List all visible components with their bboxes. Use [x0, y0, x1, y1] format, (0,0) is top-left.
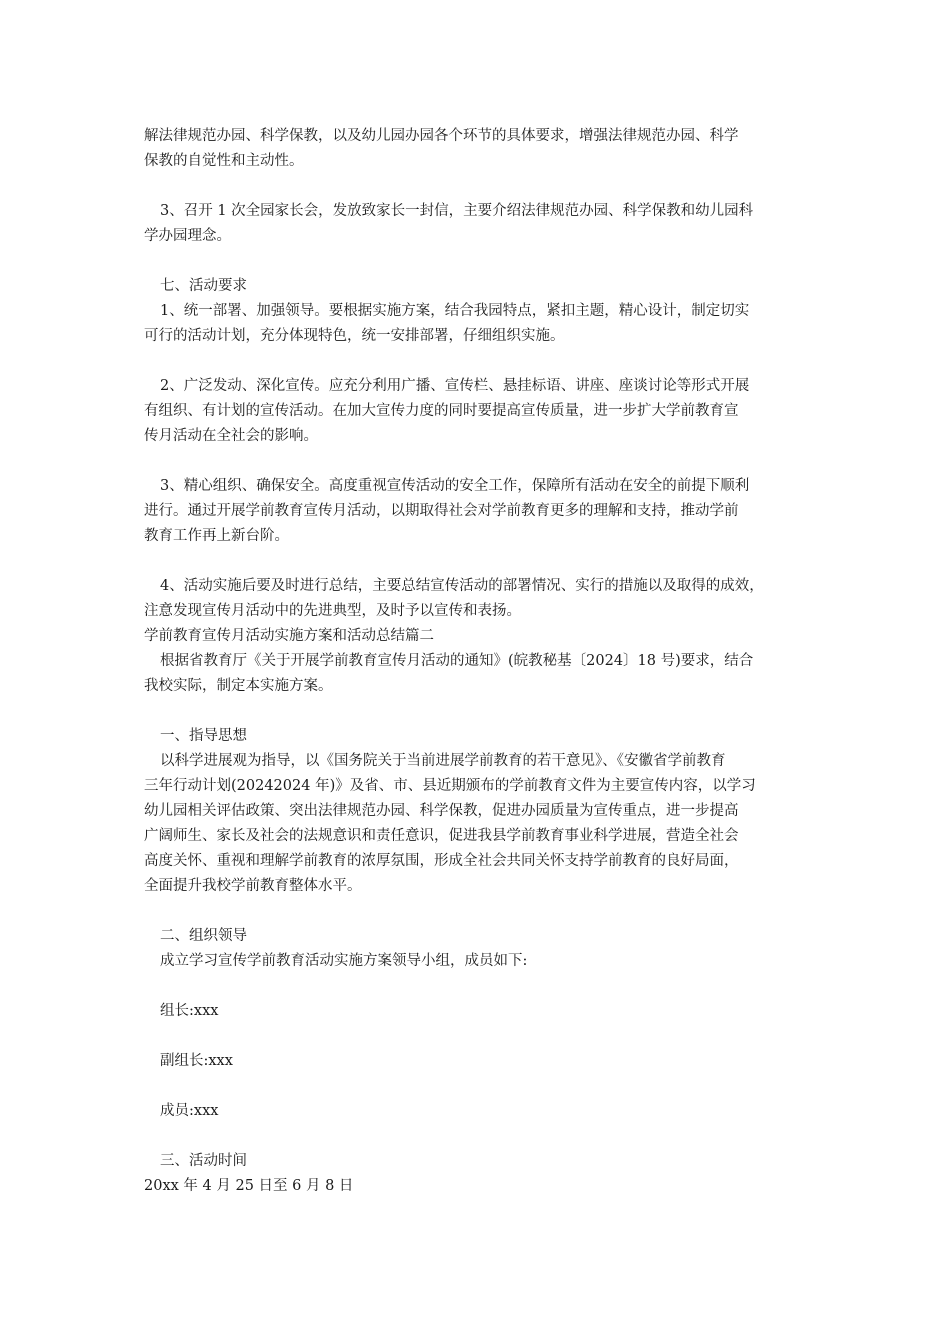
- text-line: 学前教育宣传月活动实施方案和活动总结篇二: [144, 628, 434, 644]
- text-line: 2、广泛发动、深化宣传。应充分利用广播、宣传栏、悬挂标语、讲座、座谈讨论等形式开展: [160, 378, 750, 394]
- text-line: 三、活动时间: [160, 1153, 247, 1169]
- paragraph-gap: [144, 1024, 824, 1049]
- text-line: 副组长:xxx: [160, 1053, 233, 1069]
- text-line: 进行。通过开展学前教育宣传月活动，以期取得社会对学前教育更多的理解和支持，推动学前: [144, 503, 739, 519]
- text-line: 注意发现宣传月活动中的先进典型，及时予以宣传和表扬。: [144, 603, 521, 619]
- text-line: 一、指导思想: [160, 728, 247, 744]
- paragraph-gap: [144, 1074, 824, 1099]
- paragraph-gap: [144, 349, 824, 374]
- paragraph-gap: [144, 174, 824, 199]
- text-line: 传月活动在全社会的影响。: [144, 428, 318, 444]
- text-line: 幼儿园相关评估政策、突出法律规范办园、科学保教，促进办园质量为宣传重点，进一步提高: [144, 803, 739, 819]
- text-line: 高度关怀、重视和理解学前教育的浓厚氛围，形成全社会共同关怀支持学前教育的良好局面，: [144, 853, 739, 869]
- text-line: 广阔师生、家长及社会的法规意识和责任意识，促进我县学前教育事业科学进展，营造全社会: [144, 828, 739, 844]
- text-line: 三年行动计划(20242024 年)》及省、市、县近期颁布的学前教育文件为主要宣传内容，以学习: [144, 778, 756, 794]
- text-line: 1、统一部署、加强领导。要根据实施方案，结合我园特点，紧扣主题，精心设计，制定切实: [160, 303, 750, 319]
- paragraph-gap: [144, 974, 824, 999]
- text-line: 解法律规范办园、科学保教，以及幼儿园办园各个环节的具体要求，增强法律规范办园、科学: [144, 128, 739, 144]
- text-line: 有组织、有计划的宣传活动。在加大宣传力度的同时要提高宣传质量，进一步扩大学前教育宣: [144, 403, 739, 419]
- paragraph-gap: [144, 1124, 824, 1149]
- text-line: 成立学习宣传学前教育活动实施方案领导小组，成员如下:: [160, 953, 528, 969]
- text-line: 3、精心组织、确保安全。高度重视宣传活动的安全工作，保障所有活动在安全的前提下顺利: [160, 478, 750, 494]
- text-line: 3、召开 1 次全园家长会，发放致家长一封信，主要介绍法律规范办园、科学保教和幼儿园科: [160, 203, 754, 219]
- text-line: 全面提升我校学前教育整体水平。: [144, 878, 362, 894]
- paragraph-gap: [144, 549, 824, 574]
- text-line: 以科学进展观为指导，以《国务院关于当前进展学前教育的若干意见》、《安徽省学前教育: [160, 753, 726, 769]
- paragraph-gap: [144, 249, 824, 274]
- paragraph-gap: [144, 449, 824, 474]
- text-line: 根据省教育厅《关于开展学前教育宣传月活动的通知》(皖教秘基〔2024〕18 号)要求，结合: [160, 653, 754, 669]
- text-line: 4、活动实施后要及时进行总结，主要总结宣传活动的部署情况、实行的措施以及取得的成效，: [160, 578, 764, 594]
- text-line: 可行的活动计划，充分体现特色，统一安排部署，仔细组织实施。: [144, 328, 565, 344]
- text-line: 七、活动要求: [160, 278, 247, 294]
- text-line: 20xx 年 4 月 25 日至 6 月 8 日: [144, 1178, 354, 1194]
- document-body: [144, 124, 824, 1199]
- text-line: 成员:xxx: [160, 1103, 219, 1119]
- text-line: 组长:xxx: [160, 1003, 219, 1019]
- paragraph-gap: [144, 899, 824, 924]
- text-line: 学办园理念。: [144, 228, 231, 244]
- text-line: 我校实际，制定本实施方案。: [144, 678, 333, 694]
- paragraph-gap: [144, 699, 824, 724]
- text-line: 二、组织领导: [160, 928, 247, 944]
- text-line: 保教的自觉性和主动性。: [144, 153, 304, 169]
- text-line: 教育工作再上新台阶。: [144, 528, 289, 544]
